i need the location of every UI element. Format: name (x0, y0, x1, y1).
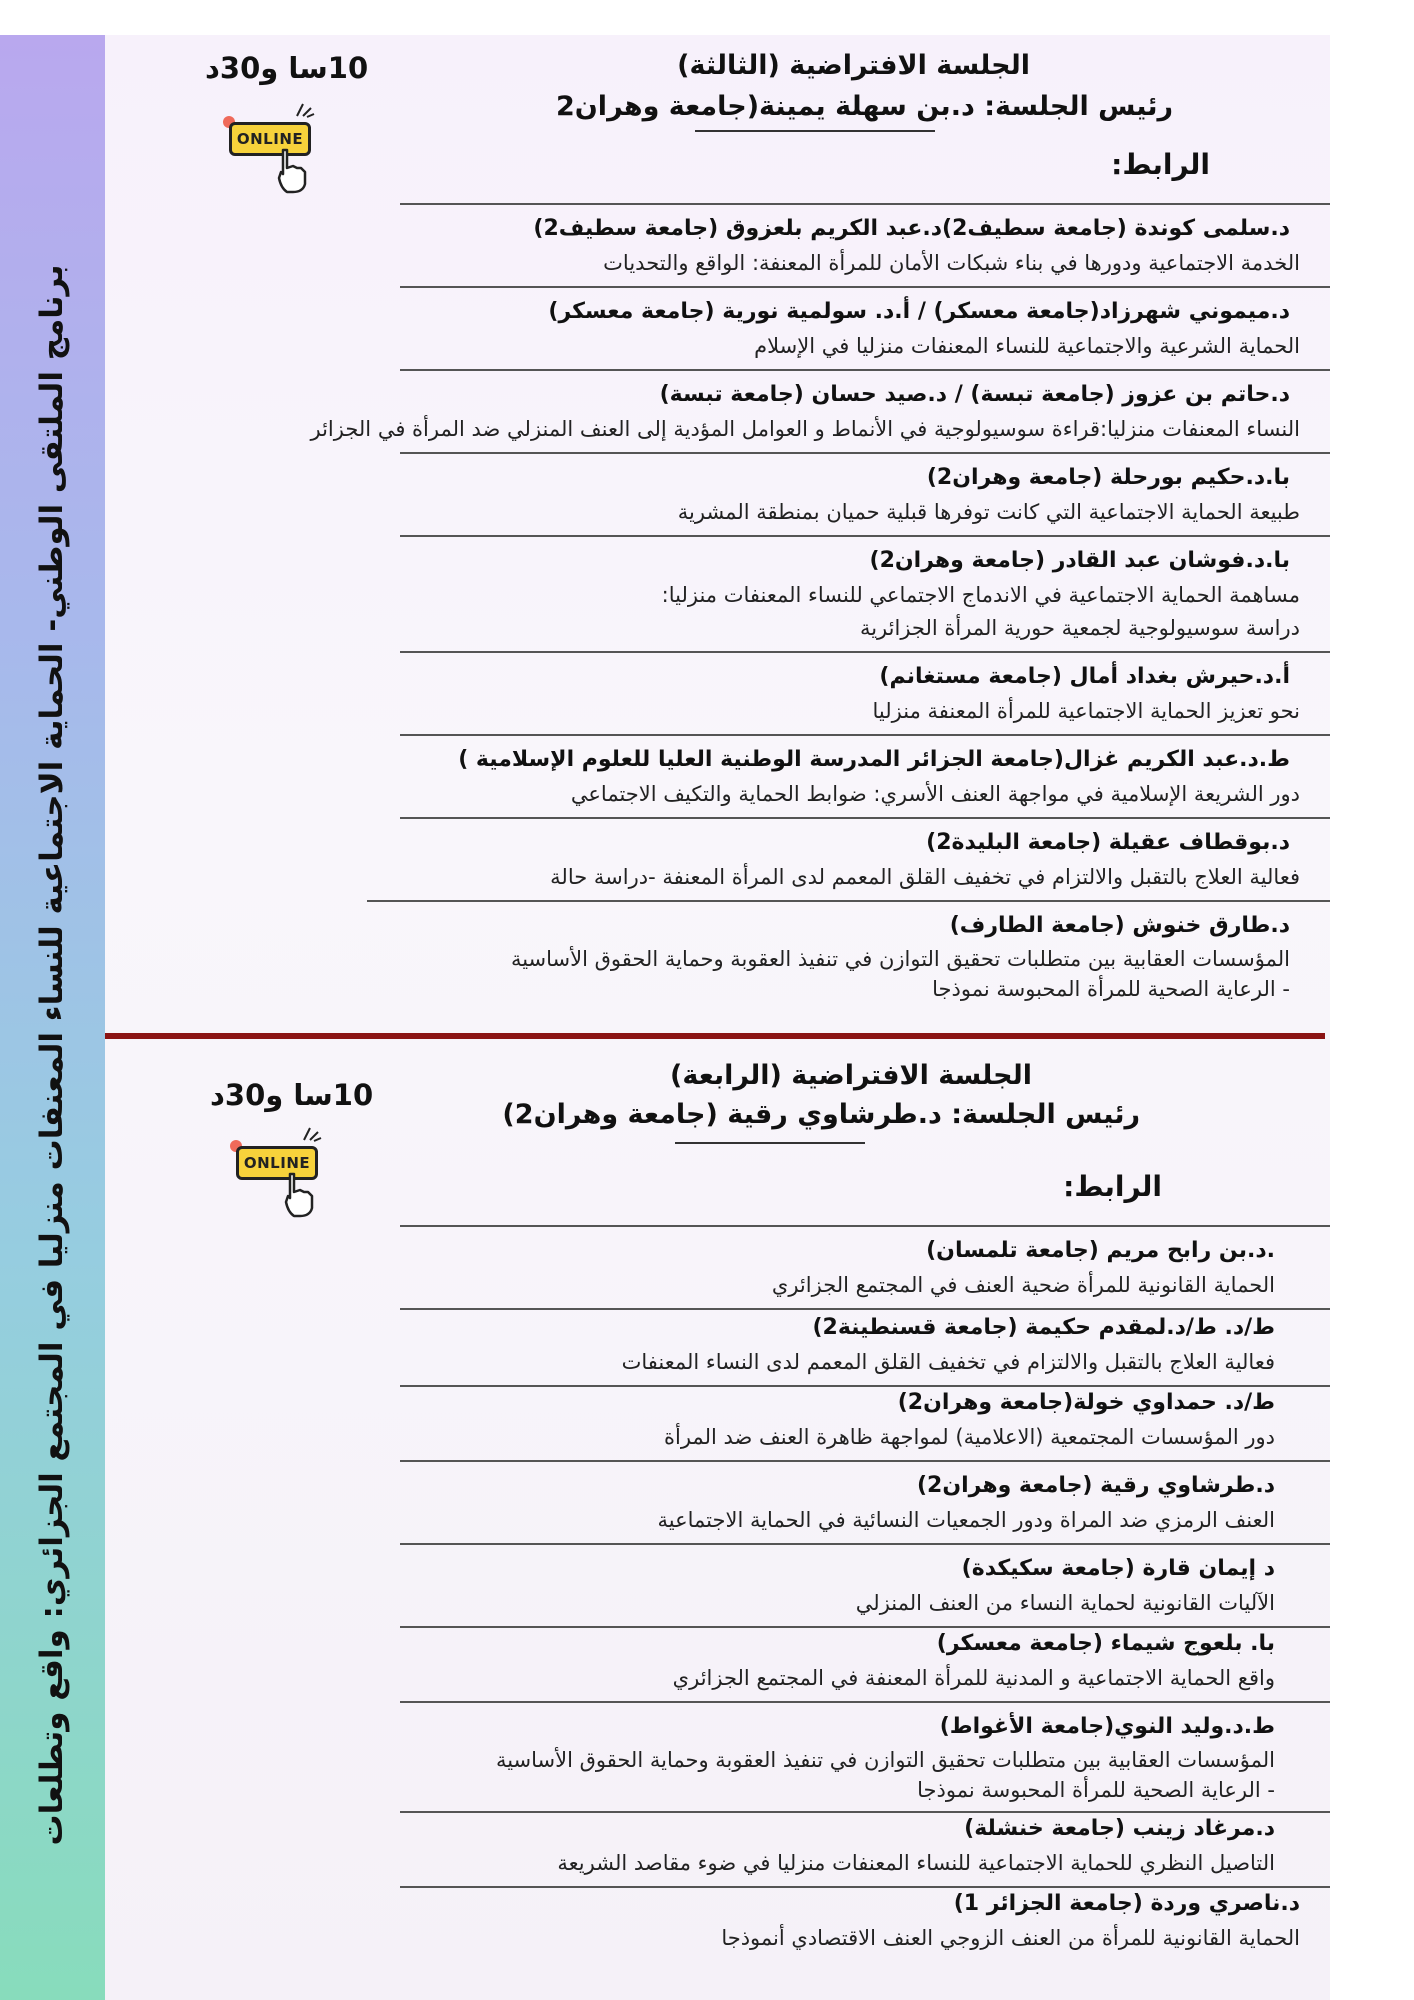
list-item (400, 203, 1330, 286)
entry-author: د.ناصري وردة (جامعة الجزائر 1) (953, 1891, 1300, 1916)
entry-author: ط/د. ط/د.لمقدم حكيمة (جامعة قسنطينة2) (812, 1315, 1275, 1340)
entry-topic: نحو تعزيز الحماية الاجتماعية للمرأة المعنفة منزليا (872, 699, 1300, 723)
entry-author: با.د.فوشان عبد القادر (جامعة وهران2) (869, 548, 1290, 573)
entry-topic: الآليات القانونية لحماية النساء من العنف المنزلي (855, 1591, 1275, 1615)
session-time: 10سا و30د (210, 1078, 374, 1112)
entry-author: ط.د.عبد الكريم غزال(جامعة الجزائر المدرسة الوطنية العليا للعلوم الإسلامية ) (458, 747, 1290, 772)
entry-author: د.سلمى كوندة (جامعة سطيف2)د.عبد الكريم بلعزوق (جامعة سطيف2) (533, 216, 1290, 241)
online-badge-icon (223, 100, 315, 200)
session-chair: رئيس الجلسة: د.بن سهلة يمينة(جامعة وهران2 (555, 91, 1173, 122)
session-title: الجلسة الافتراضية (الثالثة) (677, 50, 1030, 81)
program-title: برنامج الملتقى الوطني- الحماية الاجتماعية للنساء المعنفات منزليا في المجتمع الجزائري: واقع وتطلعات (34, 264, 70, 1846)
list-item (400, 817, 1330, 900)
list-item (400, 1308, 1330, 1385)
list-item (400, 1225, 1330, 1308)
session-time: 10سا و30د (205, 51, 369, 85)
session-title: الجلسة الافتراضية (الرابعة) (670, 1060, 1032, 1091)
session-link-label: الرابط: (1063, 1170, 1162, 1203)
list-item (400, 651, 1330, 734)
session-divider (105, 1033, 1325, 1039)
entry-author: د.مرغاد زينب (جامعة خنشلة) (964, 1816, 1275, 1841)
online-label: ONLINE (236, 1146, 318, 1180)
entry-author: با. بلعوج شيماء (جامعة معسكر) (936, 1631, 1275, 1656)
list-item (400, 734, 1330, 817)
list-item (367, 900, 1330, 1010)
session-third (105, 45, 1330, 1020)
entry-topic: دور الشريعة الإسلامية في مواجهة العنف الأسري: ضوابط الحماية والتكيف الاجتماعي (570, 782, 1300, 806)
list-item (400, 1626, 1330, 1701)
entry-author: د إيمان قارة (جامعة سكيكدة) (961, 1556, 1275, 1581)
online-label: ONLINE (229, 122, 311, 156)
list-item (400, 1460, 1330, 1543)
entry-topic: دور المؤسسات المجتمعية (الاعلامية) لمواجهة ظاهرة العنف ضد المرأة (664, 1425, 1275, 1449)
entry-author: د.بوقطاف عقيلة (جامعة البليدة2) (926, 830, 1290, 855)
list-item (345, 1701, 1330, 1811)
chair-underline (675, 1142, 865, 1144)
entry-topic: واقع الحماية الاجتماعية و المدنية للمرأة المعنفة في المجتمع الجزائري (672, 1666, 1275, 1690)
entry-author: د.طرشاوي رقية (جامعة وهران2) (916, 1473, 1275, 1498)
entry-topic: الحماية القانونية للمرأة ضحية العنف في المجتمع الجزائري (771, 1273, 1275, 1297)
session-fourth (105, 1060, 1330, 2000)
pointing-hand-icon (282, 1172, 316, 1218)
entry-author: ط.د.وليد النوي(جامعة الأغواط) (939, 1714, 1275, 1739)
entry-topic: العنف الرمزي ضد المراة ودور الجمعيات النسائية في الحماية الاجتماعية (657, 1508, 1275, 1532)
list-item (400, 1811, 1330, 1886)
list-item (400, 452, 1330, 535)
list-item (400, 535, 1330, 651)
session-entries (105, 1225, 1330, 1961)
entry-topic: النساء المعنفات منزليا:قراءة سوسيولوجية في الأنماط و العوامل المؤدية إلى العنف المنزلي ضد المرأة في الجزائر (310, 417, 1300, 441)
list-item (310, 369, 1330, 452)
entry-topic: التاصيل النظري للحماية الاجتماعية للنساء المعنفات منزليا في ضوء مقاصد الشريعة (557, 1851, 1275, 1875)
entry-author: با.د.حكيم بورحلة (جامعة وهران2) (926, 465, 1290, 490)
list-item (400, 1886, 1330, 1961)
list-item (400, 1543, 1330, 1626)
entry-topic: فعالية العلاج بالتقبل والالتزام في تخفيف القلق المعمم لدى النساء المعنفات (621, 1350, 1275, 1374)
session-chair: رئيس الجلسة: د.طرشاوي رقية (جامعة وهران2) (502, 1099, 1140, 1130)
pointing-hand-icon (275, 148, 309, 194)
entry-author: أ.د.حيرش بغداد أمال (جامعة مستغانم) (879, 664, 1290, 689)
chair-underline (695, 130, 935, 132)
entry-topic: مساهمة الحماية الاجتماعية في الاندماج الاجتماعي للنساء المعنفات منزليا: دراسة سوسيولوجية لجمعية حورية المرأة الجزائرية (661, 583, 1300, 640)
program-sidebar (0, 35, 105, 2000)
entry-topic: طبيعة الحماية الاجتماعية التي كانت توفرها قبلية حميان بمنطقة المشرية (677, 500, 1300, 524)
entry-topic: الحماية القانونية للمرأة من العنف الزوجي العنف الاقتصادي أنموذجا (721, 1926, 1300, 1950)
entry-topic: المؤسسات العقابية بين متطلبات تحقيق التوازن في تنفيذ العقوبة وحماية الحقوق الأساسية - الرعاية الصحية للمرأة المحبوسة نموذجا (495, 1748, 1275, 1802)
entry-author: د.حاتم بن عزوز (جامعة تبسة) / د.صيد حسان (جامعة تبسة) (659, 382, 1290, 407)
entry-topic: فعالية العلاج بالتقبل والالتزام في تخفيف القلق المعمم لدى المرأة المعنفة -دراسة حالة (550, 865, 1300, 889)
entry-author: د.طارق خنوش (جامعة الطارف) (949, 913, 1290, 938)
session-entries (105, 203, 1330, 1010)
session-link-label: الرابط: (1111, 148, 1210, 181)
entry-topic: الحماية الشرعية والاجتماعية للنساء المعنفات منزليا في الإسلام (754, 334, 1300, 358)
online-badge-icon (230, 1124, 322, 1224)
entry-author: .د.بن رابح مريم (جامعة تلمسان) (926, 1238, 1275, 1263)
list-item (400, 1385, 1330, 1460)
entry-topic: الخدمة الاجتماعية ودورها في بناء شبكات الأمان للمرأة المعنفة: الواقع والتحديات (603, 251, 1300, 275)
entry-author: ط/د. حمداوي خولة(جامعة وهران2) (897, 1390, 1275, 1415)
entry-author: د.ميموني شهرزاد(جامعة معسكر) / أ.د. سولمية نورية (جامعة معسكر) (548, 299, 1290, 324)
entry-topic: المؤسسات العقابية بين متطلبات تحقيق التوازن في تنفيذ العقوبة وحماية الحقوق الأساسية - الرعاية الصحية للمرأة المحبوسة نموذجا (510, 947, 1290, 1001)
list-item (400, 286, 1330, 369)
